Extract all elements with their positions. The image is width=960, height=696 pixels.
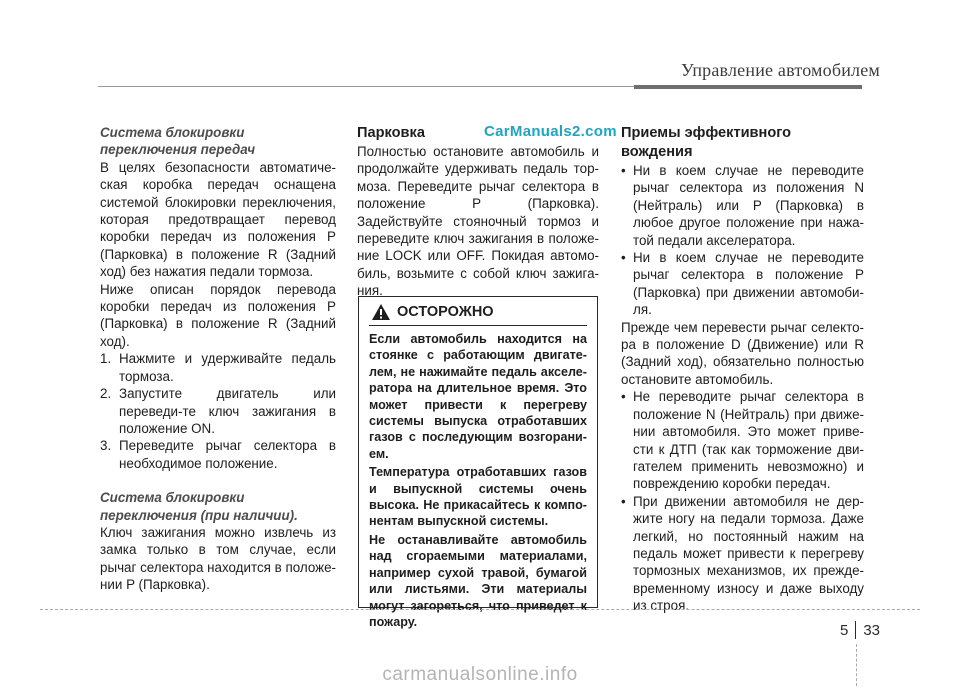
page-index: 33 <box>863 621 880 639</box>
bullet-list <box>621 388 864 614</box>
heading-shift-lock: Система блокировки переключения передач <box>100 125 256 158</box>
column-right <box>621 124 864 615</box>
paragraph: Ниже описан порядок перевода коробки передач из положения P (Парковка) в положение R (Задний ход). <box>100 281 336 349</box>
watermark-top[interactable]: CarManuals2.com <box>484 123 617 140</box>
paragraph: Полностью остановите автомобиль и продолжайте удерживать педаль тор-моза. Переведите рычаг селектора в положение P (Парковка). Задействуйте стояночный тормоз и переведите ключ зажигания в положе-ние LOCK или OFF. Покидая автомо-биль, возьмите с собой ключ зажига-ния. <box>357 144 599 299</box>
watermark-bottom[interactable]: carmanualsonline.info <box>382 664 578 685</box>
list-item: 3. Переведите рычаг селектора в необходимое положение. <box>100 438 336 471</box>
warning-triangle-icon <box>371 303 391 321</box>
heading-efficient-driving: Приемы эффективного вождения <box>621 125 792 160</box>
paragraph: Ключ зажигания можно извлечь из замка только в том случае, если рычаг селектора находится в положе-нии P (Парковка). <box>100 524 336 593</box>
paragraph: В целях безопасности автоматиче-ская коробка передач оснащена системой блокировки переключения, которая предотвращает перевод коробки передач из положения P (Парковка) в положение R (Задний ход) без нажатия педали тормоза. <box>100 159 336 280</box>
paragraph: Прежде чем перевести рычаг селекто-ра в положение D (Движение) или R (Задний ход), обязательно полностью остановите автомобиль. <box>621 319 864 387</box>
list-item: • При движении автомобиля не дер-жите ногу на педали тормоза. Даже легкий, но постоянный нажим на педаль может привести к перегреву тормозных механизмов, их прежде-временному износу и даже выходу из строя. <box>621 493 864 614</box>
heading-key-interlock: Система блокировки переключения (при наличии). <box>100 490 298 523</box>
chapter-number: 5 <box>839 621 849 639</box>
warning-box <box>358 296 598 629</box>
divider <box>855 621 856 639</box>
warning-paragraph: Если автомобиль находится на стоянке с работающим двигате-лем, не нажимайте педаль акселе-ратора на длительное время. Это может привести к перегреву системы выпуска отработавших газов с последующим возгорани-ем. <box>369 332 587 461</box>
footer-rule <box>40 609 920 610</box>
divider <box>369 325 587 326</box>
warning-paragraph: Не останавливайте автомобиль над сгораемыми материалами, например сухой травой, бумагой или листьями. Эти материалы могут загореться, что приведет к пожару. <box>369 532 587 629</box>
bullet-list <box>621 162 864 319</box>
section-title: Управление автомобилем <box>680 60 880 80</box>
column-left <box>100 124 336 594</box>
list-item: 2. Запустите двигатель или переведи-те ключ зажигания в положение ON. <box>100 386 336 436</box>
heading-parking: Парковка <box>357 125 425 141</box>
warning-header <box>371 303 494 321</box>
list-item: • Не переводите рычаг селектора в положение N (Нейтраль) при движе-нии автомобиля. Это может приве-сти к ДТП (так как торможение дви-гателем применить невозможно) и повреждению коробки передач. <box>621 389 864 492</box>
warning-body <box>369 331 587 632</box>
warning-paragraph: Температура отработавших газов и выпускной системы очень высока. Не прикасайтесь к компо-нентам выпускной системы. <box>369 465 587 529</box>
list-item: • Ни в коем случае не переводите рычаг селектора из положения N (Нейтраль) или P (Парковка) в любое другое положение при нажа-той педали акселератора. <box>621 163 864 248</box>
page-number <box>840 621 880 639</box>
list-item: • Ни в коем случае не переводите рычаг селектора в положение P (Парковка) при движении автомоби-ля. <box>621 250 864 318</box>
list-item: 1. Нажмите и удерживайте педаль тормоза. <box>100 351 336 384</box>
header-rule-accent <box>634 85 862 89</box>
column-middle <box>357 124 599 300</box>
steps-list <box>100 350 336 472</box>
warning-title: ОСТОРОЖНО <box>397 304 494 320</box>
